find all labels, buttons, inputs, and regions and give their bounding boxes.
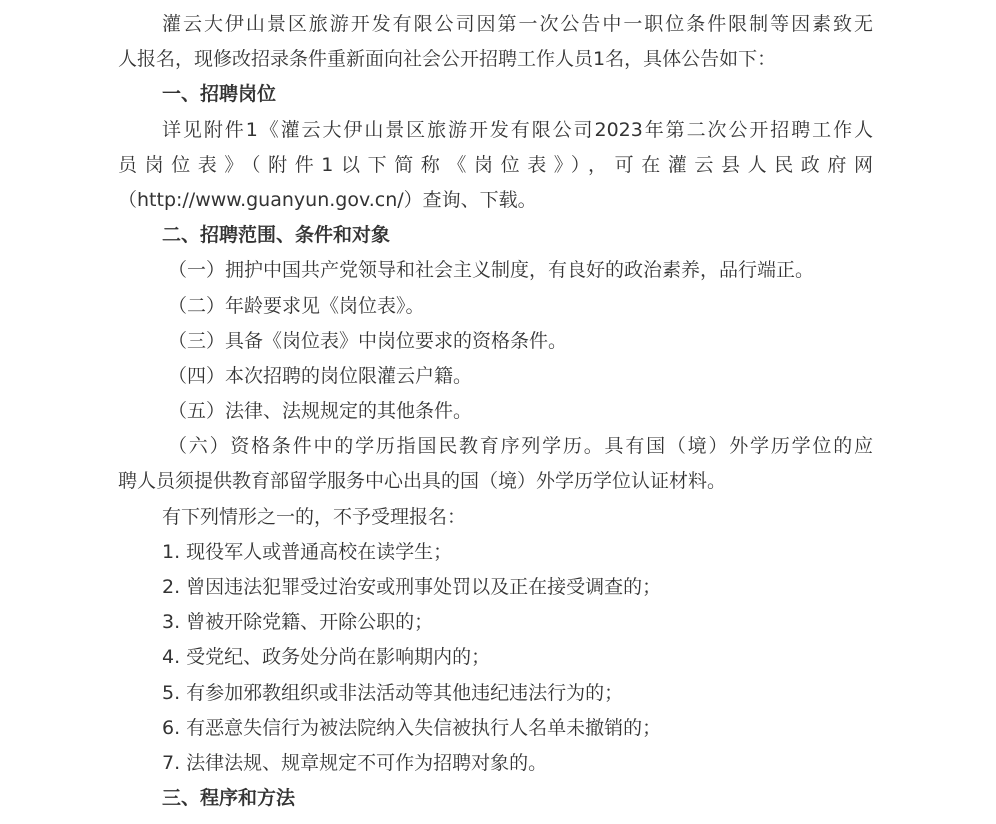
exclusion-item-4: 4. 受党纪、政务处分尚在影响期内的； (162, 646, 491, 669)
positions-paragraph-line-2: 员岗位表》（附件1以下简称《岗位表》），可在灌云县人民政府网 (118, 153, 873, 176)
condition-item-2: （二）年龄要求见《岗位表》。 (168, 294, 425, 317)
exclusion-item-2: 2. 曾因违法犯罪受过治安或刑事处罚以及正在接受调查的； (162, 576, 662, 598)
exclusion-intro: 有下列情形之一的，不予受理报名： (162, 505, 467, 528)
exclusion-item-5: 5. 有参加邪教组织或非法活动等其他违纪违法行为的； (162, 681, 624, 704)
condition-item-1: （一）拥护中国共产党领导和社会主义制度，有良好的政治素养，品行端正。 (168, 259, 815, 282)
exclusion-item-3: 3. 曾被开除党籍、开除公职的； (162, 611, 434, 634)
section-heading-positions: 一、招聘岗位 (162, 83, 277, 106)
announcement-body (118, 7, 873, 816)
exclusion-item-1: 1. 现役军人或普通高校在读学生； (162, 540, 453, 563)
intro-paragraph-line-2: 人报名，现修改招录条件重新面向社会公开招聘工作人员1名，具体公告如下： (118, 48, 777, 71)
exclusion-item-7: 7. 法律法规、规章规定不可作为招聘对象的。 (162, 751, 548, 774)
positions-paragraph-line-3: （http://www.guanyun.gov.cn/）查询、下载。 (118, 188, 537, 211)
condition-item-5: （五）法律、法规规定的其他条件。 (168, 400, 473, 423)
condition-item-6-line-1: （六）资格条件中的学历指国民教育序列学历。具有国（境）外学历学位的应 (168, 435, 873, 458)
condition-item-3: （三）具备《岗位表》中岗位要求的资格条件。 (168, 329, 568, 352)
section-heading-scope: 二、招聘范围、条件和对象 (162, 224, 391, 247)
intro-paragraph-line-1: 灌云大伊山景区旅游开发有限公司因第一次公告中一职位条件限制等因素致无 (162, 13, 873, 35)
positions-paragraph-line-1: 详见附件1《灌云大伊山景区旅游开发有限公司2023年第二次公开招聘工作人 (162, 118, 873, 141)
exclusion-item-6: 6. 有恶意失信行为被法院纳入失信被执行人名单未撤销的； (162, 716, 662, 739)
condition-item-6-line-2: 聘人员须提供教育部留学服务中心出具的国（境）外学历学位认证材料。 (118, 470, 727, 493)
section-heading-procedure: 三、程序和方法 (162, 787, 296, 810)
condition-item-4: （四）本次招聘的岗位限灌云户籍。 (168, 364, 473, 387)
